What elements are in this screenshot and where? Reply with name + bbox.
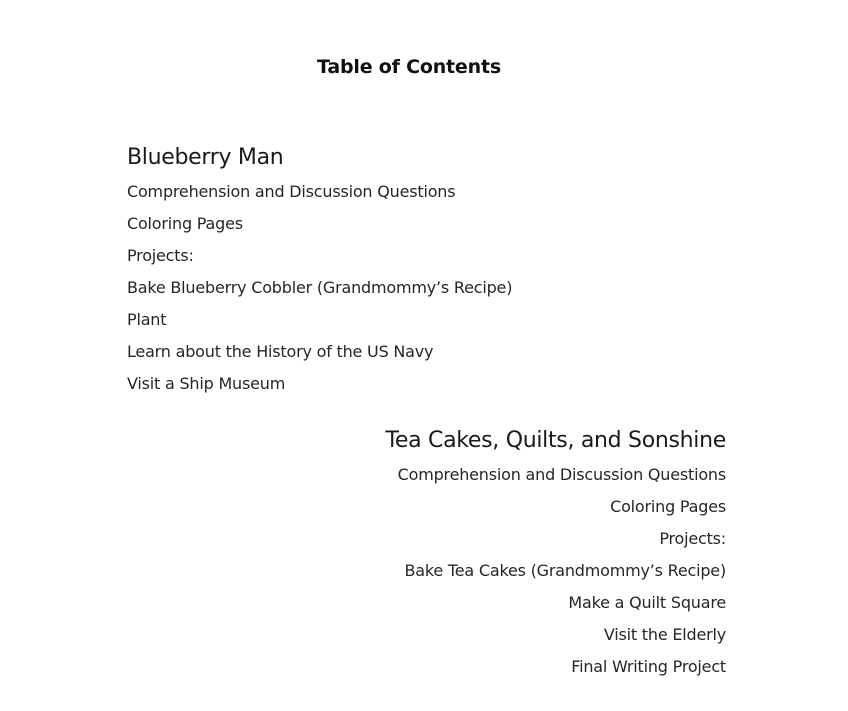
toc-item: Learn about the History of the US Navy (127, 342, 434, 361)
toc-item: Coloring Pages (127, 214, 243, 233)
toc-item: Make a Quilt Square (568, 593, 726, 612)
toc-item: Final Writing Project (571, 657, 726, 676)
section-blueberry-man (127, 143, 627, 400)
section-heading: Tea Cakes, Quilts, and Sonshine (385, 428, 726, 453)
toc-item: Projects: (659, 529, 726, 548)
toc-item: Projects: (127, 246, 194, 265)
toc-item: Visit a Ship Museum (127, 374, 286, 393)
toc-list (226, 459, 726, 683)
toc-item: Plant (127, 310, 167, 329)
toc-item: Coloring Pages (610, 497, 726, 516)
toc-list (127, 176, 627, 400)
section-tea-cakes (226, 426, 726, 683)
section-heading: Blueberry Man (127, 145, 284, 170)
toc-item: Comprehension and Discussion Questions (127, 182, 456, 201)
toc-item: Bake Blueberry Cobbler (Grandmommy’s Recipe) (127, 278, 513, 297)
toc-item: Visit the Elderly (603, 625, 726, 644)
page-title: Table of Contents (317, 56, 501, 78)
toc-item: Bake Tea Cakes (Grandmommy’s Recipe) (404, 561, 726, 580)
toc-item: Comprehension and Discussion Questions (397, 465, 726, 484)
